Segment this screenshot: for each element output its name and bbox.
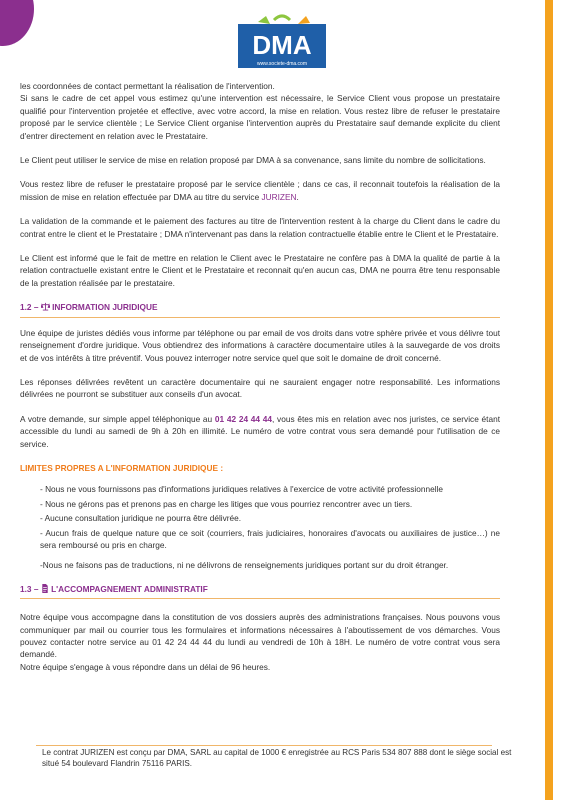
dma-logo (236, 14, 328, 72)
paragraph: Notre équipe s'engage à vous répondre dans un délai de 96 heures. (20, 661, 271, 672)
paragraph: A votre demande, sur simple appel téléphonique au 01 42 24 44 44, vous êtes mis en relation avec nos juristes, ce service étant accessible du lundi au samedi de 9h à 20h en illimité. Le numéro de votre contrat vous sera demandé pour l'utilisation de ce service. (20, 413, 500, 449)
paragraph: La validation de la commande et le paiement des factures au titre de l'intervention restent à la charge du Client dans le cadre du contrat entre le client et le Prestataire ; DMA n'intervenant pas dans la relation contractuelle établie entre le Client et le Prestataire. (20, 216, 500, 239)
paragraph: Les réponses délivrées revêtent un caractère documentaire qui ne sauraient engager notre responsabilité. Les informations délivrées ne pourront se substituer aux conseils d'un avocat. (20, 376, 500, 400)
list-item: - Aucun frais de quelque nature que ce soit (courriers, frais judiciaires, honoraires d'avocats ou auxiliaires de justice…) ne sera remboursé ou pris en charge. (40, 527, 500, 550)
corner-decoration (0, 0, 34, 46)
svg-text:DMA: DMA (252, 30, 312, 60)
footer-note: Le contrat JURIZEN est conçu par DMA, SARL au capital de 1000 € enregistrée au RCS Paris 534 807 888 dont le siège social est situé 54 boulevard Flandrin 75116 PARIS. (42, 748, 512, 768)
right-accent-bar (545, 0, 553, 800)
paragraph: Si sans le cadre de cet appel vous estimez qu'une intervention est nécessaire, le Service Client vous propose un prestataire qualifié pour l'intervention projetée et effective, avec votre accord, la mise en relation. Vous restez libre de refuser le prestataire proposé par le service clientèle ; Le Service Client organise l'intervention auprès du Prestataire sauf demande explicite du client d'entrer directement en relation avec le Prestataire. (20, 93, 500, 141)
scales-icon (41, 302, 50, 311)
service-name: JURIZEN (261, 191, 297, 202)
limits-heading: LIMITES PROPRES A L'INFORMATION JURIDIQUE : (20, 462, 224, 473)
document-icon (41, 584, 49, 593)
list-item: -Nous ne faisons pas de traductions, ni ne délivrons de renseignements juridiques portant sur du droit étranger. (40, 560, 449, 571)
document-body (20, 80, 500, 673)
phone-number: 01 42 24 44 44 (214, 413, 273, 424)
section-heading-1-3: 1.3 – L'ACCOMPAGNEMENT ADMINISTRATIF (20, 583, 208, 594)
paragraph: Le Client est informé que le fait de mettre en relation le Client avec le Prestataire ne confère pas à DMA la qualité de partie à la relation contractuelle existant entre le Client et le Prestataire et reconnait qu'en aucun cas, DMA ne pourra être tenu responsable de la prestation réalisée par le prestataire. (20, 253, 500, 288)
limits-list (20, 483, 500, 571)
list-item: - Nous ne gérons pas et prenons pas en charge les litiges que vous pourriez rencontrer avec un tiers. (40, 498, 413, 509)
paragraph: Une équipe de juristes dédiés vous informe par téléphone ou par email de vos droits dans votre sphère privée et vous délivre tout renseignement d'ordre juridique. Vous obtiendrez des informations à caractère documentaire utiles à la sauvegarde de vos droits et de vos intérêts à titre préventif. Vous pouvez interroger notre service quel que soit le domaine de droit concerné. (20, 327, 500, 363)
footer-divider (36, 745, 492, 746)
svg-text:www.societe-dma.com: www.societe-dma.com (256, 61, 308, 67)
paragraph: Notre équipe vous accompagne dans la constitution de vos dossiers auprès des administrations françaises. Nous pouvons vous communiquer par mail ou courrier tous les formulaires et informations nécessaires à l'aboutissement de vos démarches. Vous pouvez contacter notre service au 01 42 24 44 44 du lundi au vendredi de 10h à 18H. Le numéro de votre contrat vous sera demandé. (20, 612, 500, 660)
paragraph: Vous restez libre de refuser le prestataire proposé par le service clientèle ; dans ce cas, il reconnait toutefois la réalisation de la mission de mise en relation effectuée par DMA au titre du service JURIZEN. (20, 179, 500, 202)
paragraph: les coordonnées de contact permettant la réalisation de l'intervention. (20, 81, 275, 91)
section-heading-1-2: 1.2 – INFORMATION JURIDIQUE (20, 302, 158, 313)
paragraph: Le Client peut utiliser le service de mise en relation proposé par DMA à sa convenance, sans limite du nombre de sollicitations. (20, 155, 486, 166)
list-item: - Aucune consultation juridique ne pourra être délivrée. (40, 513, 242, 524)
list-item: - Nous ne vous fournissons pas d'informations juridiques relatives à l'exercice de votre activité professionnelle (40, 484, 444, 495)
